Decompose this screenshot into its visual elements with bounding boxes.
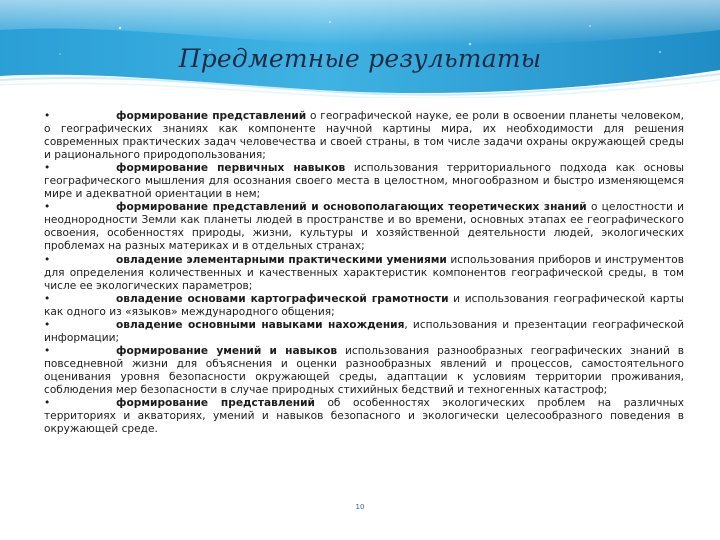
list-item bbox=[44, 319, 684, 345]
bullet-icon: • bbox=[44, 162, 51, 175]
bullet-icon: • bbox=[44, 201, 51, 214]
list-item bbox=[44, 345, 684, 397]
item-bold-lead: овладение основными навыками нахождения bbox=[116, 318, 405, 331]
item-bold-lead: формирование первичных навыков bbox=[116, 162, 346, 175]
list-item bbox=[44, 110, 684, 162]
item-text: и использования географической карты как одного из «языков» международного общения; bbox=[44, 292, 685, 318]
item-text: о географической науке, ее роли в освоении планеты человеком, о географических знаниях как компоненте научной картины мира, их необходимости для решения современных практических задач человечества и своей страны, в том числе задачи охраны окружающей среды и рационального природопользования; bbox=[44, 110, 685, 162]
item-bold-lead: формирование представлений и основополагающих теоретических знаний bbox=[116, 201, 587, 214]
item-bold-lead: формирование представлений bbox=[116, 110, 307, 122]
list-item bbox=[44, 254, 684, 293]
list-item bbox=[44, 293, 684, 319]
title-area bbox=[0, 10, 720, 98]
results-list bbox=[44, 110, 684, 436]
list-item bbox=[44, 397, 684, 436]
bullet-icon: • bbox=[44, 253, 51, 266]
bullet-icon: • bbox=[44, 292, 51, 305]
item-text: , использования и презентации географической информации; bbox=[44, 318, 684, 344]
item-bold-lead: овладение основами картографической грамотности bbox=[116, 292, 449, 305]
list-item bbox=[44, 162, 684, 201]
bullet-icon: • bbox=[44, 344, 51, 357]
item-text: о целостности и неоднородности Земли как планеты людей в пространстве и во времени, основных этапах ее географического освоения, особенностях природы, жизни, культуры и хозяйственной деятельности людей, экологических проблемах на разных материках и в отдельных странах; bbox=[44, 201, 685, 253]
bullet-icon: • bbox=[44, 397, 51, 410]
item-text: об особенностях экологических проблем на различных территориях и акваториях, умений и навыков безопасного и экологически целесообразного поведения в окружающей среде. bbox=[44, 397, 684, 436]
page-number: 10 bbox=[355, 503, 365, 511]
bullet-icon: • bbox=[44, 110, 51, 122]
bullet-icon: • bbox=[44, 318, 51, 331]
list-item bbox=[44, 201, 684, 253]
slide-title: Предметные результаты bbox=[178, 44, 542, 73]
item-bold-lead: формирование представлений bbox=[116, 397, 315, 410]
item-bold-lead: формирование умений и навыков bbox=[116, 344, 338, 357]
item-text: использования разнообразных географических знаний в повседневной жизни для объяснения и оценки разнообразных явлений и процессов, самостоятельного оценивания уровня безопасности окружающей среды, адаптации к условиям территории проживания, соблюдения мер безопасности в случае природных стихийных бедствий и техногенных катастроф; bbox=[44, 344, 684, 396]
item-text: использования приборов и инструментов для определения количественных и качественных характеристик компонентов географической среды, в том числе ее экологических параметров; bbox=[44, 253, 684, 292]
item-bold-lead: овладение элементарными практическими умениями bbox=[116, 253, 447, 266]
item-text: использования территориального подхода как основы географического мышления для осознания своего места в целостном, многообразном и быстро изменяющемся мире и адекватной ориентации в нем; bbox=[44, 162, 684, 201]
